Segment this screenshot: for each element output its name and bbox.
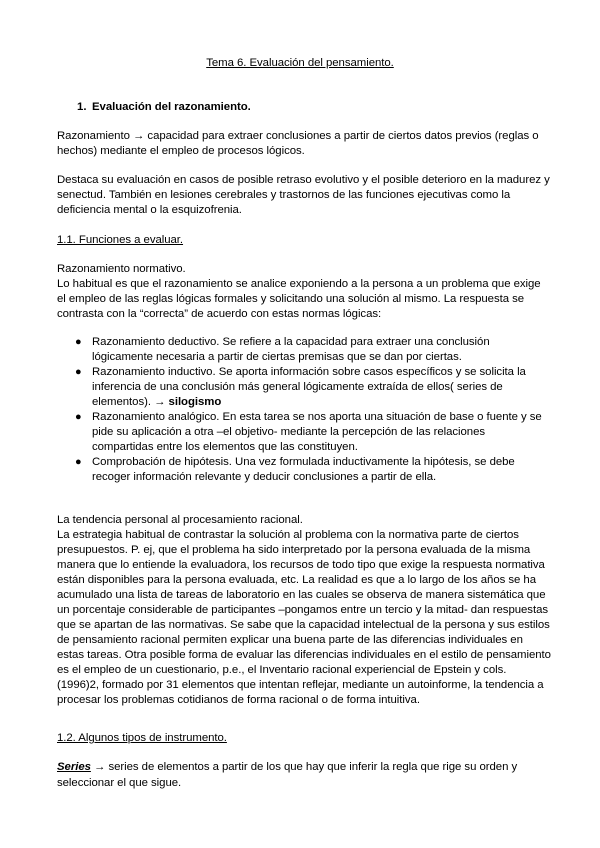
section-number: 1.	[77, 101, 87, 113]
subsection-heading: 1.2. Algunos tipos de instrumento.	[57, 732, 227, 744]
paragraph-heading: La tendencia personal al procesamiento racional.	[57, 514, 303, 526]
paragraph-line: manera que lo entiende la evaluadora, los recursos de todo tipo que exige la respuesta normativa	[57, 559, 545, 571]
list-item-line: Comprobación de hipótesis. Una vez formulada inductivamente la hipótesis, se debe	[92, 456, 515, 468]
paragraph-line: de pensamiento racional permiten explicar una buena parte de las diferencias individuales en	[57, 634, 523, 646]
paragraph-line: Razonamiento → capacidad para extraer conclusiones a partir de ciertos datos previos (reglas o	[57, 130, 539, 142]
list-item-text: elementos). →	[92, 396, 169, 408]
list-item-line: lógicamente necesaria a partir de ciertas premisas que se dan por ciertas.	[92, 351, 462, 363]
list-item-line: Razonamiento analógico. En esta tarea se nos aporta una situación de base o fuente y se	[92, 411, 542, 423]
paragraph-line: presupuestos. P. ej, que el problema ha sido interpretado por la persona evaluada de la misma	[57, 544, 531, 556]
list-item-line: pide su aplicación a otra –el objetivo- mediante la percepción de las relaciones	[92, 426, 486, 438]
paragraph-line: Lo habitual es que el razonamiento se analice exponiendo a la persona a un problema que exige	[57, 278, 541, 290]
series-term: Series	[57, 761, 91, 773]
list-item-line: compartidas entre los elementos que las constituyen.	[92, 441, 358, 453]
paragraph-line: acumulado una lista de tareas de laboratorio en las cuales se observa de manera sistemática que	[57, 589, 546, 601]
document-title: Tema 6. Evaluación del pensamiento.	[206, 57, 394, 69]
list-item-line	[92, 395, 221, 410]
paragraph-line: están disponibles para la persona evaluada, etc. La realidad es que a lo largo de los años se ha	[57, 574, 537, 586]
paragraph-line: es el empleo de un cuestionario, p.e., el Inventario racional experiencial de Epstein y cols.	[57, 664, 507, 676]
paragraph-heading: Razonamiento normativo.	[57, 263, 186, 275]
paragraph-line: un porcentaje considerable de participantes –pongamos entre un tercio y la mitad- dan respuestas	[57, 604, 548, 616]
paragraph-line: estas tareas. Otra posible forma de evaluar las diferencias individuales en el estilo de pensamiento	[57, 649, 551, 661]
bullet-icon: ●	[75, 456, 82, 468]
bullet-icon: ●	[75, 366, 82, 378]
list-item-line: Razonamiento deductivo. Se refiere a la capacidad para extraer una conclusión	[92, 336, 490, 348]
list-item-line: inferencia de una conclusión más general lógicamente extraída de ellos( series de	[92, 381, 503, 393]
section-heading: Evaluación del razonamiento.	[92, 101, 251, 113]
bullet-icon: ●	[75, 411, 82, 423]
silogismo-keyword: silogismo	[168, 396, 222, 408]
paragraph-line: el empleo de las reglas lógicas formales y solicitando una solución al mismo. La respuesta se	[57, 293, 525, 305]
list-item-line: Razonamiento inductivo. Se aporta información sobre casos específicos y se solicita la	[92, 366, 526, 378]
arrow-icon: →	[90, 761, 109, 773]
paragraph-line: procesar los problemas cotidianos de forma racional o de forma intuitiva.	[57, 694, 420, 706]
subsection-heading: 1.1. Funciones a evaluar.	[57, 234, 184, 246]
paragraph-line: contrasta con la “correcta” de acuerdo con estas normas lógicas:	[57, 308, 382, 320]
paragraph-line: que se apartan de las normativas. Se sabe que la capacidad intelectual de la persona y sus estilos	[57, 619, 550, 631]
bullet-icon: ●	[75, 336, 82, 348]
paragraph-line: senectud. También en lesiones cerebrales y trastornos de las funciones ejecutivas como la	[57, 189, 511, 201]
paragraph-line: hechos) mediante el empleo de procesos lógicos.	[57, 145, 305, 157]
paragraph-line: seleccionar el que sigue.	[57, 777, 182, 789]
paragraph-line: (1996)2, formado por 31 elementos que intentan reflejar, mediante un autoinforme, la tendencia a	[57, 679, 544, 691]
paragraph-line: La estrategia habitual de contrastar la solución al problema con la normativa parte de ciertos	[57, 529, 519, 541]
paragraph-line: deficiencia mental o la esquizofrenia.	[57, 204, 242, 216]
list-item-line: recoger información relevante y deducir conclusiones a partir de ella.	[92, 471, 437, 483]
paragraph-line: Destaca su evaluación en casos de posible retraso evolutivo y el posible deterioro en la madurez y	[57, 174, 550, 186]
paragraph-line	[57, 760, 517, 775]
series-text: series de elementos a partir de los que hay que inferir la regla que rige su orden y	[108, 761, 518, 773]
